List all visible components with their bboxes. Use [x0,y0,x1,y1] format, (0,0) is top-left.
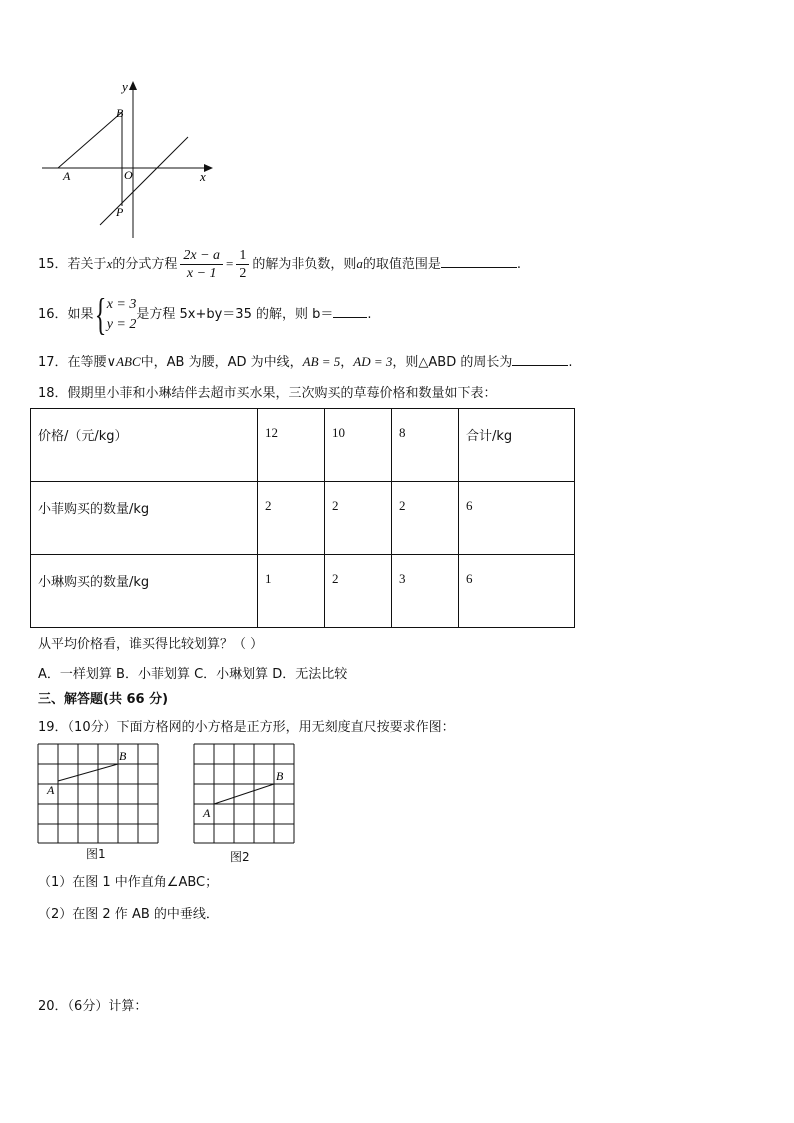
table-cell: 价格/（元/kg） [31,409,258,482]
q16-answer-blank[interactable] [333,305,367,318]
q20-text: （6分）计算： [67,999,148,1014]
fig2-label-a: A [203,806,211,820]
q17-text2: 中，AB 为腰，AD 为中线， [140,355,303,370]
coordinate-figure [38,78,218,243]
table-cell: 6 [459,555,575,628]
question-18 [38,384,497,404]
q19-text: （10分）下面方格网的小方格是正方形，用无刻度直尺按要求作图： [67,720,455,735]
table-cell: 2 [325,555,392,628]
line-p [100,137,188,225]
q15-frac1-denominator: x − 1 [186,266,217,281]
fig1-caption: 图1 [86,847,106,861]
point-p-label: P [116,205,124,219]
q18-question: 从平均价格看，谁买得比较划算？（ ） [38,637,264,652]
q15-fraction-1 [180,247,223,282]
q17-text1: 在等腰 [67,355,107,370]
q15-frac2-denominator: 2 [239,266,247,281]
question-17 [38,352,573,373]
q19-sub2: （2）在图 2 作 AB 的中垂线． [38,907,219,922]
point-b-label: B [116,106,124,120]
segment-ab-fig2 [214,784,274,804]
q17-ad: AD = 3 [353,354,393,369]
table-cell: 小菲购买的数量/kg [31,482,258,555]
table-cell: 2 [325,482,392,555]
q17-triangle: ∨ABC [106,354,141,369]
fig1-label-b: B [119,749,127,763]
question-15 [38,244,521,284]
q16-eq2: y = 2 [106,316,137,332]
q17-sep: ， [340,355,354,370]
question-19 [38,718,455,738]
q17-end: . [568,355,573,370]
price-table [30,408,575,628]
table-cell: 合计/kg [459,409,575,482]
q18-text: 假期里小菲和小琳结伴去超市买水果，三次购买的草莓价格和数量如下表： [67,386,497,401]
q17-text3: ，则△ABD 的周长为 [392,355,513,370]
line-ab [58,112,122,168]
point-a-label: A [63,169,71,183]
q17-number: 17． [38,355,68,370]
q16-number: 16． [38,307,68,322]
q17-answer-blank[interactable] [512,353,568,366]
q15-answer-blank[interactable] [441,255,517,268]
q20-number: 20． [38,999,68,1014]
q15-post2: 的取值范围是 [362,257,441,272]
segment-ab-fig1 [58,764,118,781]
y-axis-arrow [129,81,137,90]
q17-ab: AB = 5 [302,354,341,369]
q15-fraction-2 [236,247,249,282]
grid-figure-2 [192,743,296,845]
q16-eq1: x = 3 [106,296,137,312]
q15-frac2-numerator: 1 [236,247,249,265]
q15-frac1-numerator: 2x − a [180,247,223,265]
table-cell: 3 [392,555,459,628]
grid-figure-1 [36,743,160,845]
table-cell: 6 [459,482,575,555]
q18-number: 18． [38,386,68,401]
fig2-caption: 图2 [230,850,250,864]
point-o-label: O [124,168,133,182]
q15-var-x: x [106,256,113,271]
table-row [31,555,575,628]
table-cell: 2 [392,482,459,555]
q16-brace: { [94,289,106,339]
q15-pre: 若关于 [67,257,107,272]
fig1-label-a: A [47,783,55,797]
table-cell: 8 [392,409,459,482]
q15-end: . [516,257,522,272]
question-20 [38,997,147,1017]
q15-number: 15． [38,257,68,272]
section-3-title: 三、解答题(共 66 分) [38,692,169,707]
table-row [31,482,575,555]
table-cell: 2 [258,482,325,555]
q19-number: 19． [38,720,68,735]
question-16 [38,289,372,339]
q15-mid: 的分式方程 [112,257,178,272]
table-cell: 小琳购买的数量/kg [31,555,258,628]
q16-end: . [367,307,372,322]
table-cell: 1 [258,555,325,628]
table-row [31,409,575,482]
table-cell: 10 [325,409,392,482]
axis-y-label: y [122,79,128,94]
fig2-label-b: B [276,769,284,783]
q18-options: A．一样划算 B．小菲划算 C．小琳划算 D．无法比较 [38,667,348,682]
q15-var-a: a [356,256,363,271]
q16-system [107,295,137,335]
q19-sub1: （1）在图 1 中作直角∠ABC； [38,875,219,890]
q16-pre: 如果 [67,307,94,322]
q15-equals: = [226,256,234,271]
q15-post1: 的解为非负数，则 [252,257,357,272]
table-cell: 12 [258,409,325,482]
q16-mid: 是方程 5x+by＝35 的解，则 b＝ [136,307,334,322]
axis-x-label: x [200,169,206,184]
